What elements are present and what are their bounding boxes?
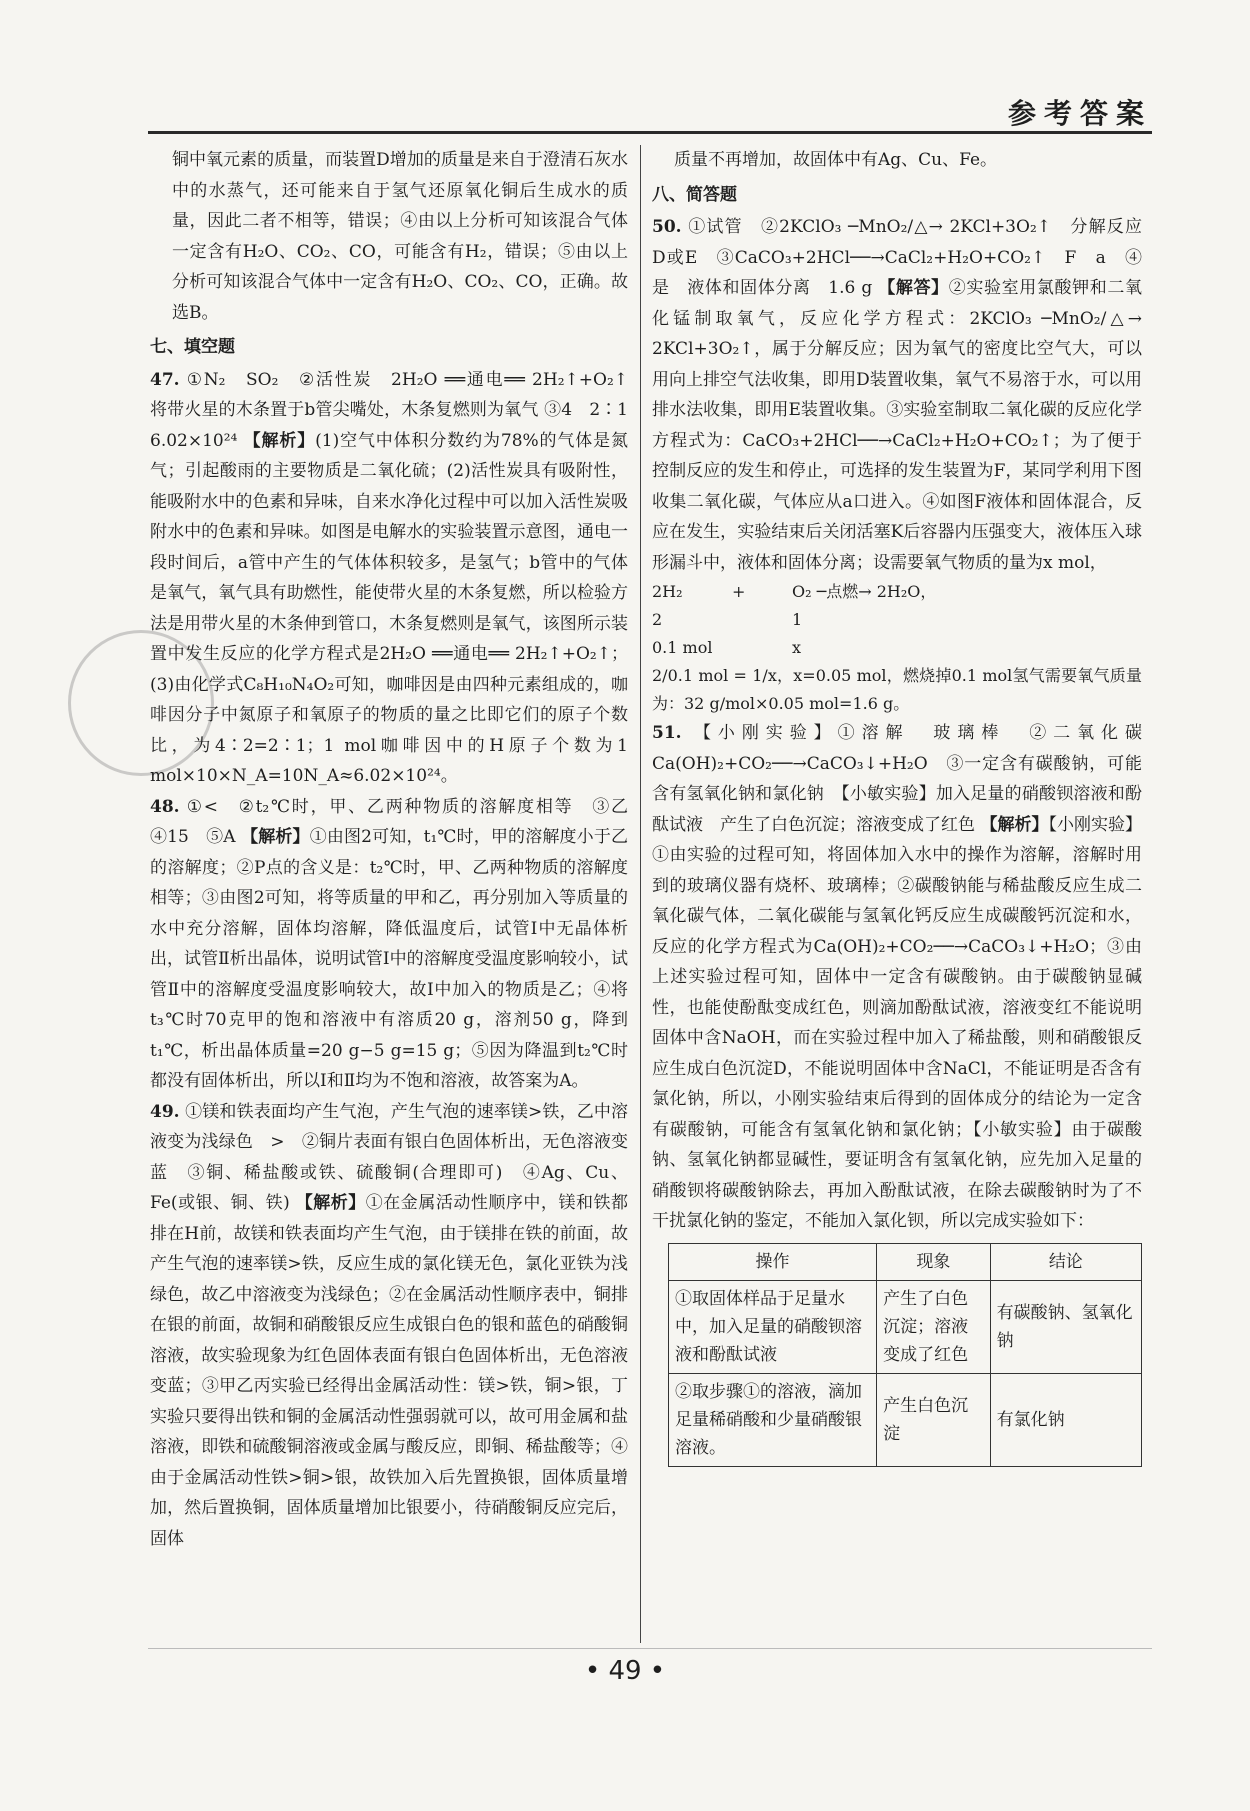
- footer-rule: [148, 1648, 1152, 1649]
- question-50: [652, 212, 1159, 578]
- header-title: 参考答案: [1007, 97, 1152, 130]
- table-cell: ①取固体样品于足量水中，加入足量的硝酸钡溶液和酚酞试液: [669, 1280, 877, 1373]
- calc-amount-row: [652, 634, 1142, 662]
- analysis-text: ②实验室用氯酸钾和二氧化锰制取氧气，反应化学方程式：2KClO₃ ─MnO₂/△→ 2KCl+3O₂↑，属于分解反应；因为氧气的密度比空气大，可以用向上排空气法收集，即用D装置收集，氧气不易溶于水，可以用排水法收集，即用E装置收集。③实验室制取二氧化碳的反应化学方程式为：CaCO₃+2HCl──→CaCl₂+H₂O+CO₂↑；为了便于控制反应的发生和停止，可选择的发生装置为F，某同学利用下图收集二氧化碳，气体应从a口进入。④如图F液体和固体混合，反应在发生，实验结束后关闭活塞K后容器内压强变大，液体压入球形漏斗中，液体和固体分离；设需要氧气物质的量为x mol，: [652, 278, 1143, 573]
- table-row: [669, 1280, 1142, 1373]
- calc-cell: 1: [792, 610, 803, 629]
- table-cell: ②取步骤①的溶液，滴加足量稀硝酸和少量硝酸银溶液。: [669, 1373, 877, 1466]
- table-row: [669, 1373, 1142, 1466]
- column-divider: [640, 145, 641, 1643]
- question-number: 50.: [652, 217, 682, 237]
- paragraph-continuation: 铜中氧元素的质量，而装置D增加的质量是来自于澄清石灰水中的水蒸气，还可能来自于氢气还原氧化铜后生成水的质量，因此二者不相等，错误；④由以上分析可知该混合气体一定含有H₂O、CO₂、CO，可能含有H₂，错误；⑤由以上分析可知该混合气体中一定含有H₂O、CO₂、CO，正确。故选B。: [172, 150, 628, 323]
- section-heading-short-answer: 八、简答题: [652, 184, 737, 205]
- section-heading-fill-blank: 七、填空题: [150, 337, 235, 357]
- table-cell: 产生白色沉淀: [877, 1373, 991, 1466]
- analysis-label: 【解答】: [878, 278, 949, 298]
- paragraph-continuation: 质量不再增加，故固体中有Ag、Cu、Fe。: [674, 150, 998, 170]
- question-48: [150, 792, 646, 1097]
- left-column: [150, 145, 646, 1643]
- answer-text: 【小刚实验】①溶解 玻璃棒 ②二氧化碳 Ca(OH)₂+CO₂──→CaCO₃↓+H₂O ③一定含有碳酸钠，可能含有氢氧化钠和氯化钠 【小敏实验】加入足量的硝酸钡溶液和酚酞试液 产生了白色沉淀；溶液变成了红色: [652, 723, 1160, 835]
- table-header-row: [669, 1243, 1142, 1280]
- answer-text: ①< ②t₂℃时，甲、乙两种物质的溶解度相等 ③乙 ④15 ⑤A: [150, 796, 646, 847]
- calc-cell: 0.1 mol: [652, 638, 713, 657]
- table-cell: 产生了白色沉淀；溶液变成了红色: [877, 1280, 991, 1373]
- calc-cell: x: [792, 638, 802, 657]
- question-number: 51.: [652, 723, 682, 743]
- table-cell: 有碳酸钠、氢氧化钠: [990, 1280, 1141, 1373]
- answer-text: ③4 2∶1 6.02×10²⁴: [150, 400, 645, 451]
- question-number: 47.: [150, 369, 180, 390]
- calculation-block: [652, 578, 1142, 718]
- calc-cell: 2: [652, 610, 663, 629]
- calc-cell: +: [732, 582, 746, 601]
- question-number: 49.: [150, 1101, 180, 1122]
- table-header: 结论: [990, 1243, 1141, 1280]
- table-header: 现象: [877, 1243, 991, 1280]
- calc-coefficient-row: [652, 606, 1142, 634]
- table-cell: 有氯化钠: [990, 1373, 1141, 1466]
- calc-equation-row: [652, 578, 1142, 606]
- analysis-text: (1)空气中体积分数约为78%的气体是氮气；引起酸雨的主要物质是二氧化硫；(2)活性炭具有吸附性，能吸附水中的色素和异味，自来水净化过程中可以加入活性炭吸附水中的色素和异味。如图是电解水的实验装置示意图，通电一段时间后，a管中产生的气体体积较多，是氢气；b管中的气体是氧气，氧气具有助燃性，能使带火星的木条复燃，所以检验方法是用带火星的木条伸到管口，木条复燃则是氧气，该图所示装置中发生反应的化学方程式是2H₂O ══通电══ 2H₂↑+O₂↑；(3)由化学式C₈H₁₀N₄O₂可知，咖啡因是由四种元素组成的，咖啡因分子中氮原子和氧原子的物质的量之比即它们的原子个数比，为4∶2=2∶1；1 mol咖啡因中的H原子个数为1 mol×10×N_A=10N_A≈6.02×10²⁴。: [150, 430, 629, 786]
- analysis-text: ①在金属活动性顺序中，镁和铁都排在H前，故镁和铁表面均产生气泡，由于镁排在铁的前面，故产生气泡的速率镁>铁，反应生成的氯化镁无色，氯化亚铁为浅绿色，故乙中溶液变为浅绿色；②在金属活动性顺序表中，铜排在银的前面，故铜和硝酸银反应生成银白色的银和蓝色的硝酸铜溶液，故实验现象为红色固体表面有银白色固体析出，无色溶液变蓝；③甲乙丙实验已经得出金属活动性：镁>铁，铜>银，丁实验只要得出铁和铜的金属活动性强弱就可以，故可用金属和盐溶液，即铁和硫酸铜溶液或金属与酸反应，即铜、稀盐酸等；④由于金属活动性铁>铜>银，故铁加入后先置换银，固体质量增加，然后置换铜，固体质量增加比银要小，待硝酸铜反应完后，固体: [150, 1193, 628, 1549]
- question-51: [652, 718, 1160, 1237]
- analysis-text: ①由图2可知，t₁℃时，甲的溶解度小于乙的溶解度；②P点的含义是：t₂℃时，甲、乙两种物质的溶解度相等；③由图2可知，将等质量的甲和乙，再分别加入等质量的水中充分溶解，固体均溶解，降低温度后，试管Ⅰ中无晶体析出，试管Ⅱ析出晶体，说明试管Ⅰ中的溶解度受温度影响较小，试管Ⅱ中的溶解度受温度影响较大，故Ⅰ中加入的物质是乙；④将t₃℃时70克甲的饱和溶液中有溶质20 g，溶剂50 g，降到t₁℃，析出晶体质量=20 g−5 g=15 g；⑤因为降温到t₂℃时都没有固体析出，所以Ⅰ和Ⅱ均为不饱和溶液，故答案为A。: [150, 827, 628, 1091]
- analysis-label: 【解析】: [295, 1193, 366, 1213]
- answer-text: ①N₂ SO₂ ②活性炭 2H₂O ══通电══ 2H₂↑+O₂↑ 将带火星的木条置于b管尖嘴处，木条复燃则为氧气: [150, 369, 646, 420]
- analysis-label: 【解析】: [243, 430, 316, 451]
- page-number: • 49 •: [584, 1656, 666, 1686]
- analysis-label: 【解析】: [980, 814, 1049, 835]
- analysis-label: 【解析】: [241, 827, 310, 847]
- calc-ratio: 2/0.1 mol = 1/x，x=0.05 mol，燃烧掉0.1 mol氢气需要氧气质量为：32 g/mol×0.05 mol=1.6 g。: [652, 666, 1142, 713]
- experiment-table: [668, 1243, 1142, 1467]
- header-rule: [148, 131, 1152, 134]
- answer-text: ①镁和铁表面均产生气泡，产生气泡的速率镁>铁，乙中溶液变为浅绿色 > ②铜片表面有银白色固体析出，无色溶液变蓝 ③铜、稀盐酸或铁、硫酸铜(合理即可) ④Ag、Cu、Fe(或银、铜、铁): [150, 1101, 629, 1213]
- right-column: [652, 145, 1160, 1643]
- calc-cell: O₂ ─点燃→ 2H₂O，: [792, 582, 937, 601]
- question-number: 48.: [150, 796, 180, 817]
- analysis-text: 【小刚实验】①由实验的过程可知，将固体加入水中的操作为溶解，溶解时用到的玻璃仪器有烧杯、玻璃棒；②碳酸钠能与稀盐酸反应生成二氧化碳气体，二氧化碳能与氢氧化钙反应生成碳酸钙沉淀和水，反应的化学方程式为Ca(OH)₂+CO₂──→CaCO₃↓+H₂O；③由上述实验过程可知，固体中一定含有碳酸钠。由于碳酸钠显碱性，也能使酚酞变成红色，则滴加酚酞试液，溶液变红不能说明固体中含NaOH，而在实验过程中加入了稀盐酸，则和硝酸银反应生成白色沉淀D，不能说明固体中含NaCl，不能证明是否含有氯化钠，所以，小刚实验结束后得到的固体成分的结论为一定含有碳酸钠，可能含有氢氧化钠和氯化钠；【小敏实验】由于碳酸钠、氢氧化钠都显碱性，要证明含有氢氧化钠，应先加入足量的硝酸钡将碳酸钠除去，再加入酚酞试液，在除去碳酸钠时为了不干扰氯化钠的鉴定，不能加入氯化钡，所以完成实验如下：: [652, 814, 1143, 1231]
- calc-cell: 2H₂: [652, 582, 683, 601]
- table-header: 操作: [669, 1243, 877, 1280]
- answer-text: ①试管 ②2KClO₃ ─MnO₂/△→ 2KCl+3O₂↑ 分解反应 D或E ③CaCO₃+2HCl──→CaCl₂+H₂O+CO₂↑ F a ④是 液体和固体分离 1.6 g: [652, 217, 1159, 298]
- question-49: [150, 1097, 628, 1555]
- question-47: [150, 365, 646, 792]
